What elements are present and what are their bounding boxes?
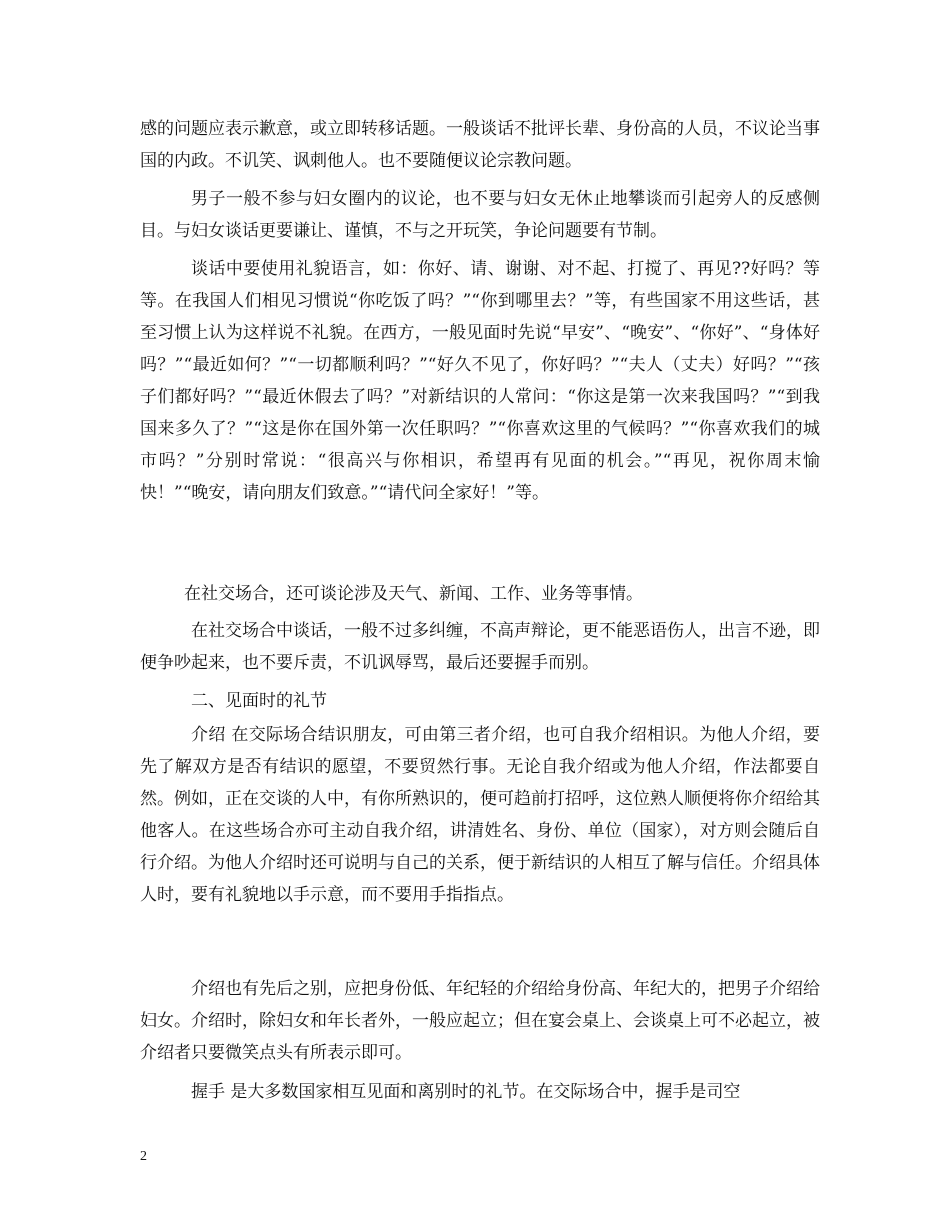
paragraph-no-arguing: 在社交场合中谈话，一般不过多纠缠，不高声辩论，更不能恶语伤人，出言不逊，即便争吵起来，也不要斥责，不讥讽辱骂，最后还要握手而别。: [140, 621, 820, 673]
paragraph-topic-apology: 感的问题应表示歉意，或立即转移话题。一般谈话不批评长辈、身份高的人员，不议论当事国的内政。不讥笑、讽刺他人。也不要随便议论宗教问题。: [140, 119, 820, 171]
paragraph-polite-language: 谈话中要使用礼貌语言，如：你好、请、谢谢、对不起、打搅了、再见??好吗？等等。在我国人们相见习惯说“你吃饭了吗？”“你到哪里去？”等，有些国家不用这些话，甚至习惯上认为这样说不礼貌。在西方，一般见面时先说“早安”、“晚安”、“你好”、“身体好吗？”“最近如何？”“一切都顺利吗？”“好久不见了，你好吗？”“夫人（丈夫）好吗？”“孩子们都好吗？”“最近休假去了吗？”对新结识的人常问：“你这是第一次来我国吗？”“到我国来多久了？”“这是你在国外第一次任职吗？”“你喜欢这里的气候吗？”“你喜欢我们的城市吗？”分别时常说：“很高兴与你相识，希望再有见面的机会。”“再见，祝你周末愉快！”“晚安，请向朋友们致意。”“请代问全家好！”等。: [140, 259, 820, 503]
section-heading-meeting-etiquette: 二、见面时的礼节: [191, 691, 327, 711]
page-number: 2: [140, 1149, 147, 1164]
paragraph-introductions: 介绍 在交际场合结识朋友，可由第三者介绍，也可自我介绍相识。为他人介绍，要先了解双方是否有结识的愿望，不要贸然行事。无论自我介绍或为他人介绍，作法都要自然。例如，正在交谈的人中，有你所熟识的，便可趋前打招呼，这位熟人顺便将你介绍给其他客人。在这些场合亦可主动自我介绍，讲清姓名、身份、单位（国家），对方则会随后自行介绍。为他人介绍时还可说明与自己的关系，便于新结识的人相互了解与信任。介绍具体人时，要有礼貌地以手示意，而不要用手指指点。: [140, 725, 820, 905]
paragraph-men-and-women: 男子一般不参与妇女圈内的议论，也不要与妇女无休止地攀谈而引起旁人的反感侧目。与妇女谈话更要谦让、谨慎，不与之开玩笑，争论问题要有节制。: [140, 189, 820, 241]
paragraph-introduction-order: 介绍也有先后之别，应把身份低、年纪轻的介绍给身份高、年纪大的，把男子介绍给妇女。介绍时，除妇女和年长者外，一般应起立；但在宴会桌上、会谈桌上可不必起立，被介绍者只要微笑点头有所表示即可。: [140, 979, 820, 1063]
paragraph-handshake: 握手 是大多数国家相互见面和离别时的礼节。在交际场合中，握手是司空: [191, 1082, 741, 1102]
paragraph-social-topics: 在社交场合，还可谈论涉及天气、新闻、工作、业务等事情。: [184, 584, 643, 604]
